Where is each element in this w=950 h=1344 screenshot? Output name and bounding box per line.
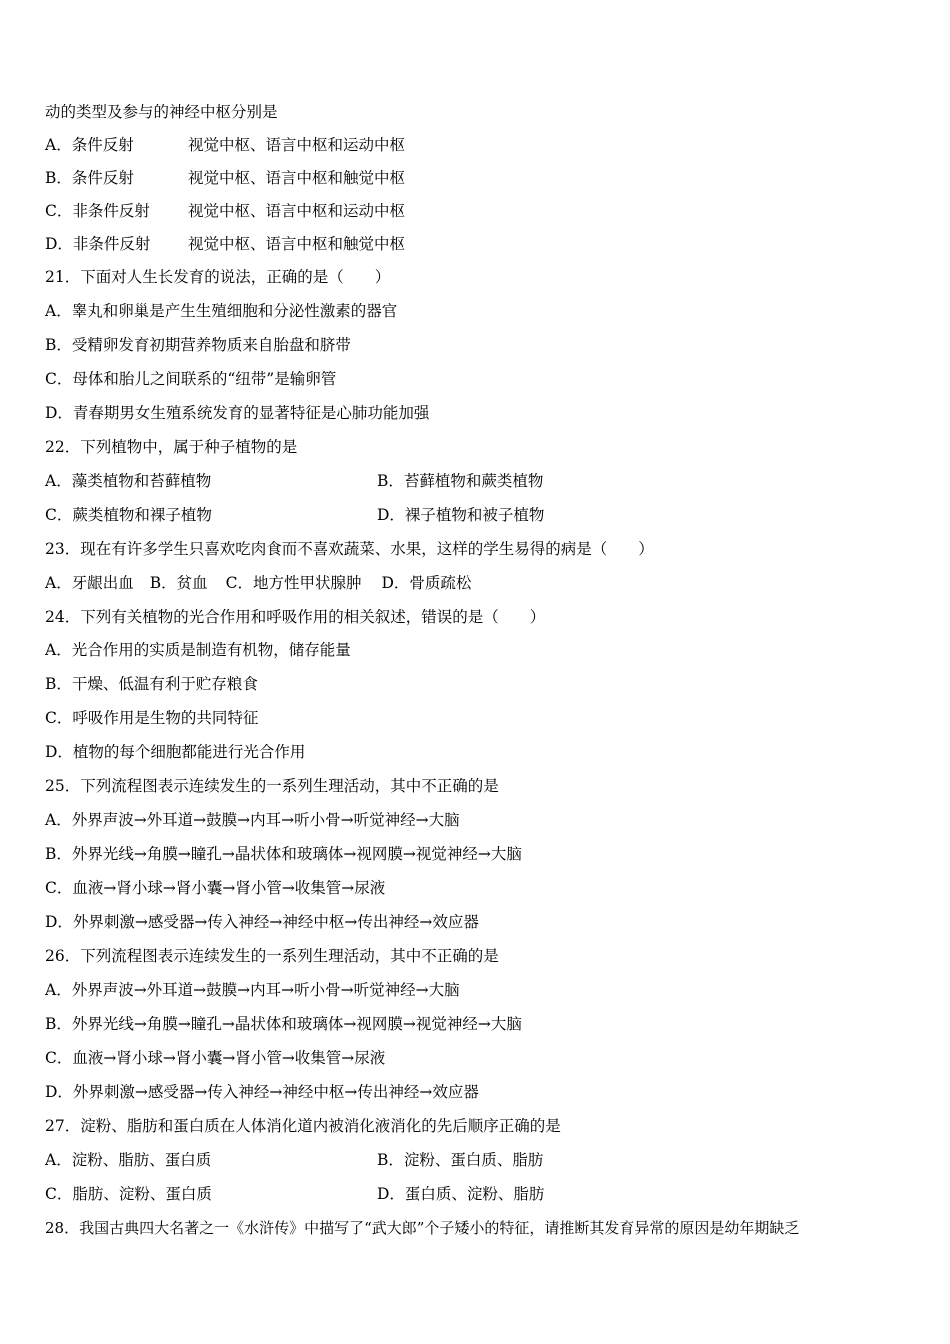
q24-stem: 24．下列有关植物的光合作用和呼吸作用的相关叙述，错误的是（ ） <box>45 608 546 626</box>
q20-option-a-centers: 视觉中枢、语言中枢和运动中枢 <box>188 136 406 154</box>
q22-stem: 22．下列植物中，属于种子植物的是 <box>45 438 298 456</box>
q27-option-a: A．淀粉、脂肪、蛋白质 <box>45 1151 212 1169</box>
q26-option-b: B．外界光线→角膜→瞳孔→晶状体和玻璃体→视网膜→视觉神经→大脑 <box>45 1015 522 1033</box>
q24-option-b: B．干燥、低温有利于贮存粮食 <box>45 675 258 693</box>
q22-option-d: D．裸子植物和被子植物 <box>377 506 545 524</box>
q25-stem: 25．下列流程图表示连续发生的一系列生理活动，其中不正确的是 <box>45 777 499 795</box>
q27-stem: 27．淀粉、脂肪和蛋白质在人体消化道内被消化液消化的先后顺序正确的是 <box>45 1117 561 1135</box>
q20-option-c-centers: 视觉中枢、语言中枢和运动中枢 <box>188 202 406 220</box>
q20-option-b-centers: 视觉中枢、语言中枢和触觉中枢 <box>188 169 406 187</box>
q23-option-b: B．贫血 <box>149 574 208 592</box>
q20-option-a <box>45 135 406 155</box>
q23-option-c: C．地方性甲状腺肿 <box>225 574 362 592</box>
q21-option-d: D．青春期男女生殖系统发育的显著特征是心肺功能加强 <box>45 404 430 422</box>
q24-option-c: C．呼吸作用是生物的共同特征 <box>45 709 259 727</box>
q24-option-a: A．光合作用的实质是制造有机物，储存能量 <box>45 641 351 659</box>
q20-option-c-type: C．非条件反射 <box>45 202 150 220</box>
q21-option-b: B．受精卵发育初期营养物质来自胎盘和脐带 <box>45 336 351 354</box>
q27-option-c: C．脂肪、淀粉、蛋白质 <box>45 1185 212 1203</box>
q20-option-b-type: B．条件反射 <box>45 169 134 187</box>
q26-stem: 26．下列流程图表示连续发生的一系列生理活动，其中不正确的是 <box>45 947 499 965</box>
q20-option-c <box>45 201 406 221</box>
q21-option-c: C．母体和胎儿之间联系的“纽带”是输卵管 <box>45 370 337 388</box>
q27-option-b: B．淀粉、蛋白质、脂肪 <box>377 1151 544 1169</box>
q25-option-d: D．外界刺激→感受器→传入神经→神经中枢→传出神经→效应器 <box>45 913 479 931</box>
q20-option-a-type: A．条件反射 <box>45 136 134 154</box>
q22-option-a: A．藻类植物和苔藓植物 <box>45 472 212 490</box>
q20-option-d <box>45 234 406 254</box>
q24-option-d: D．植物的每个细胞都能进行光合作用 <box>45 743 306 761</box>
q23-option-a: A．牙龈出血 <box>45 574 134 592</box>
q20-stem-continued: 动的类型及参与的神经中枢分别是 <box>45 103 278 121</box>
q25-option-c: C．血液→肾小球→肾小囊→肾小管→收集管→尿液 <box>45 879 386 897</box>
q20-option-b <box>45 168 406 188</box>
q25-option-a: A．外界声波→外耳道→鼓膜→内耳→听小骨→听觉神经→大脑 <box>45 811 460 829</box>
q23-options <box>45 573 471 593</box>
q20-option-d-type: D．非条件反射 <box>45 235 151 253</box>
q23-stem: 23．现在有许多学生只喜欢吃肉食而不喜欢蔬菜、水果，这样的学生易得的病是（ ） <box>45 540 654 558</box>
q26-option-c: C．血液→肾小球→肾小囊→肾小管→收集管→尿液 <box>45 1049 386 1067</box>
q23-option-d: D．骨质疏松 <box>381 574 472 592</box>
q22-option-c: C．蕨类植物和裸子植物 <box>45 506 212 524</box>
q26-option-a: A．外界声波→外耳道→鼓膜→内耳→听小骨→听觉神经→大脑 <box>45 981 460 999</box>
q28-stem: 28．我国古典四大名著之一《水浒传》中描写了“武大郎”个子矮小的特征，请推断其发育异常的原因是幼年期缺乏 <box>45 1219 800 1237</box>
q22-option-b: B．苔藓植物和蕨类植物 <box>377 472 544 490</box>
q21-stem: 21．下面对人生长发育的说法，正确的是（ ） <box>45 268 391 286</box>
q25-option-b: B．外界光线→角膜→瞳孔→晶状体和玻璃体→视网膜→视觉神经→大脑 <box>45 845 522 863</box>
q21-option-a: A．睾丸和卵巢是产生生殖细胞和分泌性激素的器官 <box>45 302 398 320</box>
q26-option-d: D．外界刺激→感受器→传入神经→神经中枢→传出神经→效应器 <box>45 1083 479 1101</box>
q27-option-d: D．蛋白质、淀粉、脂肪 <box>377 1185 545 1203</box>
q20-option-d-centers: 视觉中枢、语言中枢和触觉中枢 <box>188 235 406 253</box>
